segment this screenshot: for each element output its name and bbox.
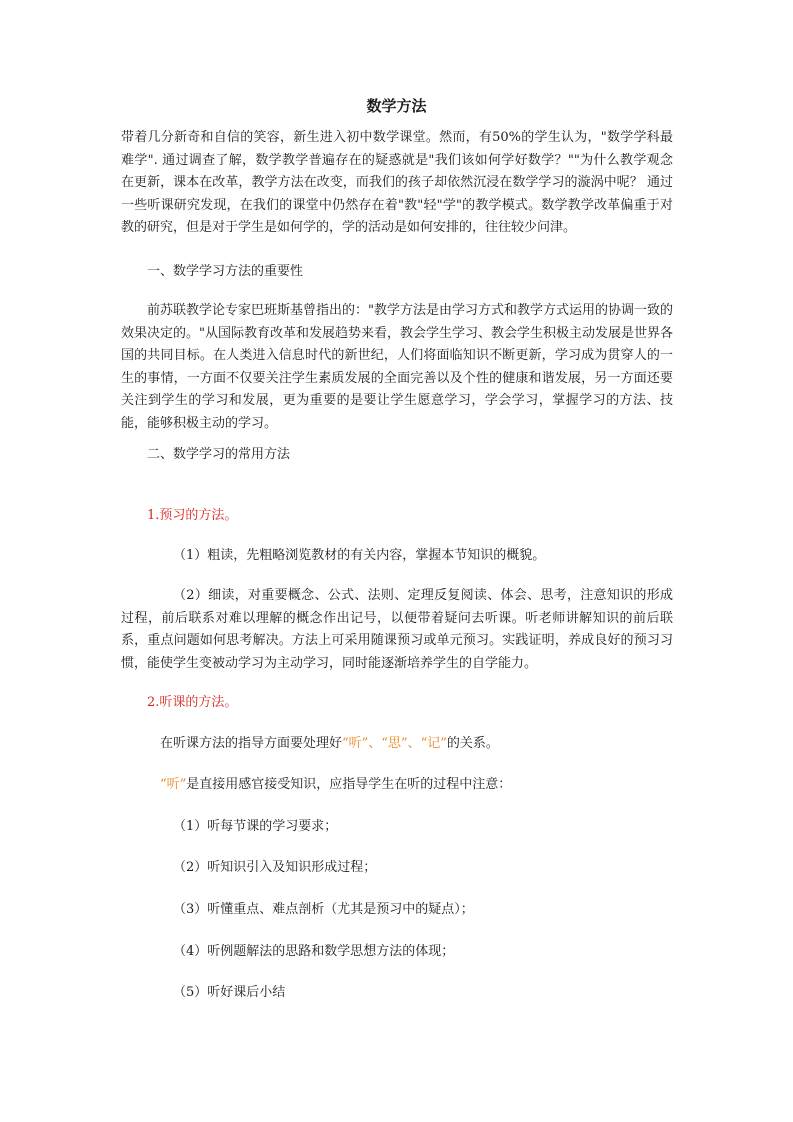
- section1-heading: 一、数学学习方法的重要性: [147, 264, 304, 279]
- preview-item-2: （2）细读，对重要概念、公式、法则、定理反复阅读、体会、思考，注意知识的形成过程，前后联系对难以理解的概念作出记号，以便带着疑问去听课。听老师讲解知识的前后联系，重点问题如何思考解决。方法上可采用随课预习或单元预习。实践证明，养成良好的预习习惯，能使学生变被动学习为主动学习，同时能逐渐培养学生的自学能力。: [121, 588, 673, 671]
- listen-key-text: 是直接用感官接受知识，应指导学生在听的过程中注意：: [186, 777, 512, 792]
- listen-item-2: （2）听知识引入及知识形成过程；: [173, 860, 377, 875]
- listen-key: “听”: [160, 777, 187, 792]
- listen-intro-pre: 在听课方法的指导方面要处理好: [160, 736, 343, 751]
- listen-intro: [160, 734, 499, 754]
- listen-intro-keys: “听”、“思”、“记”: [342, 736, 447, 751]
- preview-item-1: （1）粗读，先粗略浏览教材的有关内容，掌握本节知识的概貌。: [173, 548, 546, 563]
- listen-heading: 2.听课的方法。: [147, 695, 238, 710]
- preview-heading: 1.预习的方法。: [147, 508, 238, 523]
- listen-intro-post: 的关系。: [446, 736, 499, 751]
- intro-paragraph: 带着几分新奇和自信的笑容，新生进入初中数学课堂。然而，有50%的学生认为，"数学学科最难学". 通过调查了解，数学教学普遍存在的疑惑就是"我们该如何学好数学？""为什么教学观念在更新，课本在改革，教学方法在改变，而我们的孩子却依然沉浸在数学学习的漩涡中呢？ 通过一些听课研究发现，在我们的课堂中仍然存在着"教"轻"学"的教学模式。数学教学改革偏重于对教的研究，但是对于学生是如何学的，学的活动是如何安排的，往往较少问津。: [121, 130, 673, 235]
- listen-item-1: （1）听每节课的学习要求；: [173, 819, 338, 834]
- section1-paragraph: 前苏联教学论专家巴班斯基曾指出的："教学方法是由学习方式和教学方式运用的协调一致的效果决定的。"从国际教育改革和发展趋势来看，教会学生学习、教会学生积极主动发展是世界各国的共同目标。在人类进入信息时代的新世纪，人们将面临知识不断更新，学习成为贯穿人的一生的事情，一方面不仅要关注学生素质发展的全面完善以及个性的健康和谐发展，另一方面还要关注到学生的学习和发展，更为重要的是要让学生愿意学习，学会学习，掌握学习的方法、技能，能够积极主动的学习。: [121, 303, 673, 431]
- listen-item-5: （5）听好课后小结: [173, 985, 286, 1000]
- listen-item-4: （4）听例题解法的思路和数学思想方法的体现；: [173, 944, 455, 959]
- listen-item-3: （3）听懂重点、难点剖析（尤其是预习中的疑点）；: [173, 902, 474, 917]
- listen-key-line: [160, 775, 511, 795]
- document-title: 数学方法: [366, 97, 427, 115]
- section2-heading: 二、数学学习的常用方法: [147, 447, 291, 462]
